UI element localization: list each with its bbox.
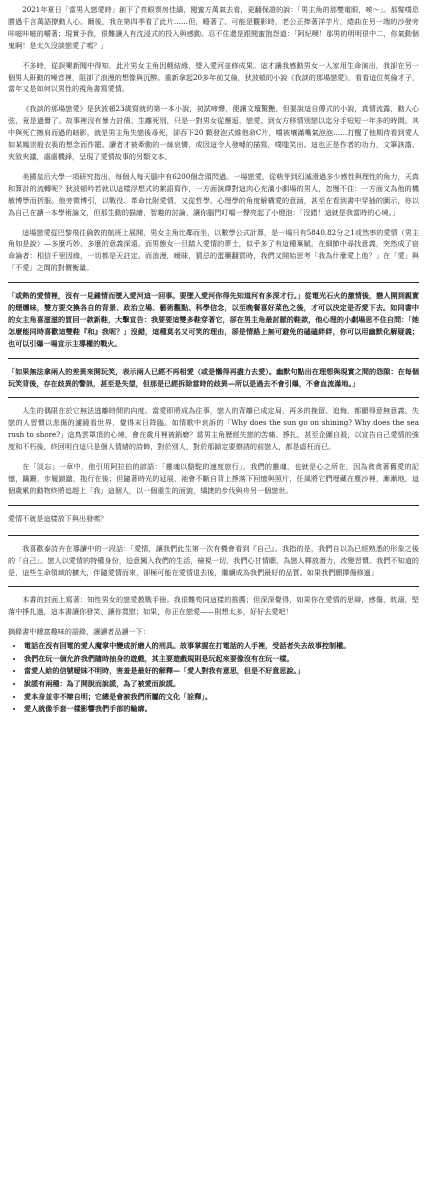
paragraph-foreword: 我喜歡泰詩卉在導讀中的一段話：「愛情，讓我們此生第一次有機會看到『自己』。我指的是，我們自以為已經熟悉的形象之後的「自己」。戀人以愛情的特權身份，迫意闖入我們的生活，檢視一切，我們心甘情願，為戀人釋放潛力，改變習慣。我們不知道的是，這些生命領域的擴大，伴隨愛情而來，卻極可能在愛情退去後，繼續成為我們最好的品質。如果我們願擇傷修過」 <box>8 543 419 577</box>
list-item: • 電話在沒有回電的愛人魔掌中變成折磨人的刑具。故事掌握在打電話的人手裡，受話者失去故事控制權。 <box>24 640 419 652</box>
divider <box>8 397 419 398</box>
quotes-list <box>8 640 419 715</box>
paragraph-research: 美國皇后大學一項研究指出，每個人每天腦中有6200個念頭閃過。一場戀愛，從萌芽到幻滅滑過多少感性與理性的角力，天真和算計的流轉呢？狄波頓吟若就以這樣浮想式的絮語寫作，一方面演繹對這肉心充滿小劇場的男人，忽慢不住：一方面又為他的機敏博學而折服。他旁徵博引，以戰役、革命比附愛情，又從哲學、心理學的角度解構愛的意涵，甚至在看到書中穿插的圖示，你以為自己在讀一本學術論文，但那生動的描繪，智趣的討論，讓你腦門叮噹一聲亮起了小燈泡：「沒錯！這就是我當時的心境。」 <box>8 171 419 217</box>
paragraph-time: 人生的偶限在於它無法逃離時間的向度。當愛即將成為往事，戀人的背離已成定局，再多的挽留、追悔，都顯得意無意義。失戀的人習慣以悲傷的濾鏡看世界，覺得末日降臨。如情歌中哀訴的「Why does the sun go on shining? Why does the sea rush to shore?」這鳥雲罩頂的心境，會在歲月裡被銷磨？當男主角歷經失戀的苦痛、掙扎，甚至企圖自殺，以宣告自己愛情的強度和不朽後，終回明白這只是個人情緒的詩飾，對於別人，對於那鎖定要撩誘的前戀人，都是虛枉而已。 <box>8 406 419 452</box>
quote-bold-text: 「或熱的愛情裡，沒有一見鍾情而墜入愛河這一回事。要墜入愛河你得先知道河有多深才行。」從電光石火的激情後，戀人開到親實的煙燻味，雙方要交換各自的背景、政治立場、藝術觀點、科學信念，以至晚餐喜好菜色之後，才可以決定是否愛下去。如同書中的女主角喜滋滋的買回一款新鞋，大擊宣告：我要要這雙多鞋穿著它，卻在男主角最討厭的鞋款，他心理的小劇場思不住自問：「她怎麼能同時喜歡這雙鞋『和』我呢？」沒錯，這種莫名又可笑的理由，卻是情路上無可避免的磕磕絆絆，你可以用幽默化解疑義；也可以引爆一場宣示主導權的戰火。 <box>8 291 419 348</box>
question-line: 愛情不就是這樣放下與出發嗎？ <box>8 513 108 523</box>
list-item: • 愛本身並非不辯自明；它總是會被我們所屬的文化「詮釋」。 <box>24 691 419 703</box>
paragraph-intro: 2021年夏日「當男人戀愛時」創下了亮眼票房佳績，閱蜜方萬氣去看，更翻保證的說：「男主角的那雙電眼，唉～」。那髮噗息勝過千言萬語撩動人心。爾後，我在第四季看了此片……但，睡著了。可能是觀影時，老公正捧著洋芋片，綣曲在另一端的沙發旁咔嗞咔嗞的嚼著；現實予我，很難讓人有沈浸式的投入與感動。忍不住還是跟閱蜜抱怨道：「阿紀噢！那男的明明很中二，你氣動個鬼啊！是太久沒談戀愛了嗎？」 <box>8 5 419 50</box>
divider <box>8 282 419 283</box>
divider <box>8 586 419 587</box>
list-item: • 我們在玩一個允許我們隨時抽身的遊戲，其主要遊戲規則是玩起來要像沒有在玩一樣。 <box>24 653 419 665</box>
list-item: • 當愛人給的信號暧昧不明時，害羞是最好的解釋—「愛人對我有意思，但是不好意思說。」 <box>24 665 419 677</box>
divider <box>8 505 419 506</box>
quote-bold-text: 「如果無法拿兩人的差異來開玩笑，表示兩人已經不再相愛（或是懶得再盡力去愛）。幽默句點出在理想與現實之間的怨隙：在每個玩笑背後，存在歧異的警訊，甚至是失望，但那是已經拆除當時的歧異—所以是過去不會引爆，不會血流滿地。」 <box>8 366 419 388</box>
paragraph-flight: 這場戀愛從巴黎飛往倫敦的航班上展開，男女主角比鄰而坐，以數學公式計算，是一場只有5840.82分之1或然率的愛情（男主角如是說）—多麼巧妙、多麼的意義深遠。而男態女一旦踏入愛情的夢土，似乎多了有這種稟賦，在細節中尋找意義，突然成了宿命論者：相信千里因緣，一切都是天註定。而浪漫，曖昧，猜忌的蛋藥翻買時，我們又開始思考「我為什麼愛上他？」在「愛」與「不愛」之間的對價衡量。 <box>8 227 419 273</box>
paragraph-cover: 本書的封面上寫著：知性男女的戀愛教戰手冊。我很難苟同這樣的推薦；但深深覺得，如果你在愛情的思辯，感傷，眈溺，堅落中掙扎過，這本書讓你發笑、讓你寬慰；如果，你正在戀愛——則想太多，好好去愛吧！ <box>8 595 419 617</box>
quote-humor <box>8 366 419 390</box>
paragraph-news: 不多時，從誤樂新聞中得知，此片男女主角因戲結緣，墜入愛河並修成果。這才讓我感動男女一入家用生命演出，我卻在另一個男人鼾動的噪音裡，阻卻了浪漫的想像與沉醉。重新拿起20多年前艾倫，狄波頓的小說《我談的那場戀愛》，看看這位英倫才子，當年又是如何以男性的視角書寫愛情。 <box>8 60 419 94</box>
divider <box>8 358 419 359</box>
paragraph-novel: 《我談的那場戀愛》是狄波頓23歲寫就的第一本小說，初試啼聲，便讓文壇驚艷，但要說這自傳式的小說，真情流露，動人心弦，竟是過譽了。故事裡沒有暴力討債、生離死別，只是一對男女從邂逅、戀愛、到女方移情別戀以迄分手短短一年多的時間。其中與死亡擦肩而過的暗影，就是男主角失戀後尋死，卻吞下20 顆發泡式維他命C片，嚐被壤滿嘴氣泡泡……打醒了他期待看到愛人如某鳳崇般衣喪的想念而作罷。讀者才被牽動的一絲哀憐，或因這令人發噱的描寫，噗嗤笑出。這也正是作者的功力，文筆詼諧、夾敘夾議，處處機鋒，呈現了愛情故事的另類文本。 <box>8 104 419 161</box>
list-item: • 說謊有兩種：為了開脫而說謊，為了被愛而說謊。 <box>24 678 419 690</box>
divider <box>8 535 419 536</box>
paragraph-forgetting: 在「淡忘」一章中，他引用阿拉伯的諺語：「靈魂以駱駝的速度旅行」。我們的靈魂，也就是心之所在，因為貪貪著舊愛的記憶，蹣跚，步履踉蹌，拖行在後；但隨著時光的延展，祂會不斷自背上掙落下回憶與照片，任風將它們埋藏在塵沙裡，漸漸地，這個歲累的動物終將追趕上「我」這個人，以一個重生的面貌，矯捷的步伐與舟另一個戀世。 <box>8 462 419 495</box>
quote-love-river <box>8 290 419 350</box>
list-item: • 愛人就像手套一樣影響我們手部的輪廓。 <box>24 703 419 715</box>
quotes-intro: 摘錄書中饒富趣味的語錄，讓讀者品讀一下： <box>8 627 150 637</box>
